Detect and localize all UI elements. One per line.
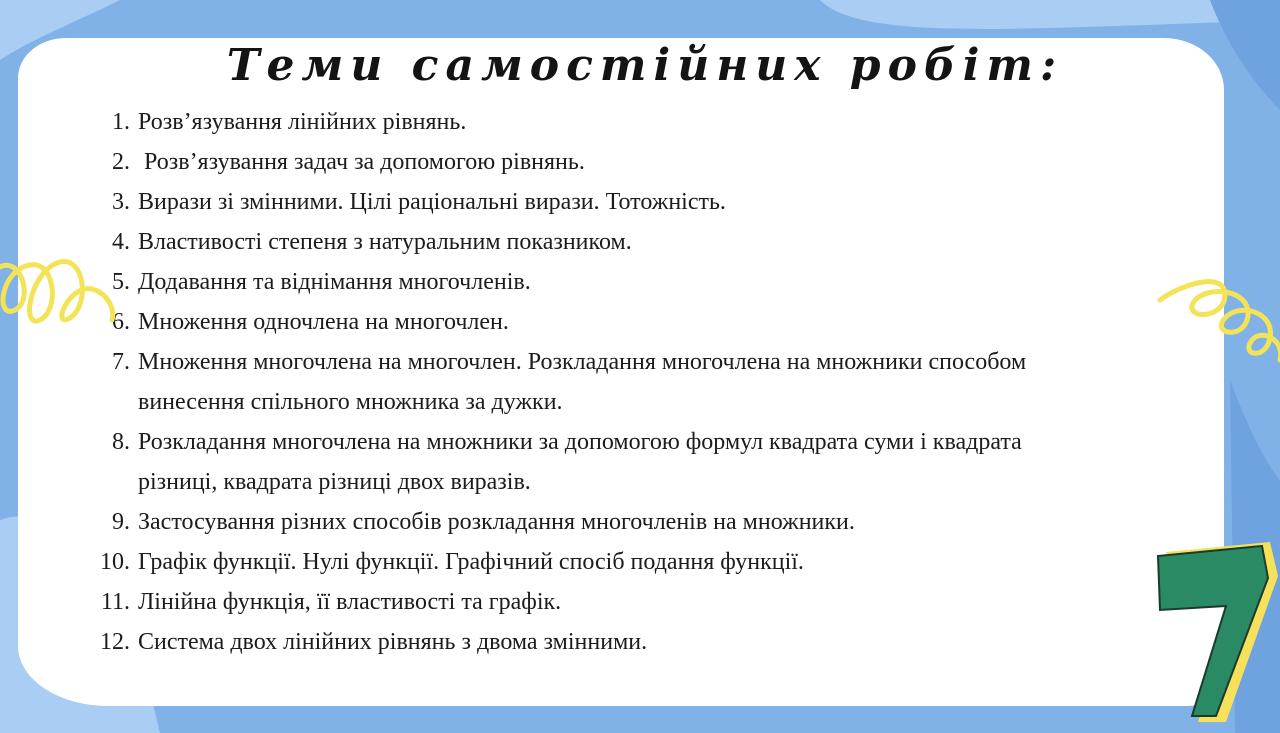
item-text: різниці, квадрата різниці двох виразів. [138,469,531,495]
list-item-continuation [90,462,1190,502]
item-number: 6. [112,309,130,335]
item-text: Властивості степеня з натуральним показником. [138,229,632,255]
item-number: 5. [112,269,130,295]
item-text: Розв’язування лінійних рівнянь. [138,109,467,135]
item-number: 1. [112,109,130,135]
item-number: 9. [112,509,130,535]
item-number: 12. [100,629,130,655]
list-item [90,542,1190,582]
item-text: Система двох лінійних рівнянь з двома змінними. [138,629,648,655]
list-item [90,302,1190,342]
list-item [90,622,1190,662]
list-item [90,422,1190,462]
list-item [90,102,1190,142]
item-text: Додавання та віднімання многочленів. [138,269,531,295]
item-text: Розв’язування задач за допомогою рівнянь. [138,149,585,175]
list-item [90,582,1190,622]
item-text: Графік функції. Нулі функції. Графічний спосіб подання функції. [138,549,804,575]
list-item [90,222,1190,262]
item-number: 2. [112,149,130,175]
slide-title: Теми самостійних робіт: [226,40,1064,91]
list-item [90,502,1190,542]
item-number: 11. [100,589,130,615]
item-text: Застосування різних способів розкладання многочленів на множники. [138,509,855,535]
item-number: 8. [112,429,130,455]
item-text: Множення одночлена на многочлен. [138,309,509,335]
item-number: 3. [112,189,130,215]
item-text: Множення многочлена на многочлен. Розкладання многочлена на множники способом [138,349,1027,375]
topics-list [90,102,1190,662]
list-item [90,342,1190,382]
item-text: Вирази зі змінними. Цілі раціональні вирази. Тотожність. [138,189,726,215]
item-text: винесення спільного множника за дужки. [138,389,563,415]
list-item [90,262,1190,302]
item-text: Розкладання многочлена на множники за допомогою формул квадрата суми і квадрата [138,429,1022,455]
list-item [90,182,1190,222]
item-text: Лінійна функція, її властивості та графік. [138,589,562,615]
list-item-continuation [90,382,1190,422]
list-item [90,142,1190,182]
item-number: 7. [112,349,130,375]
item-number: 4. [112,229,130,255]
item-number: 10. [100,549,130,575]
